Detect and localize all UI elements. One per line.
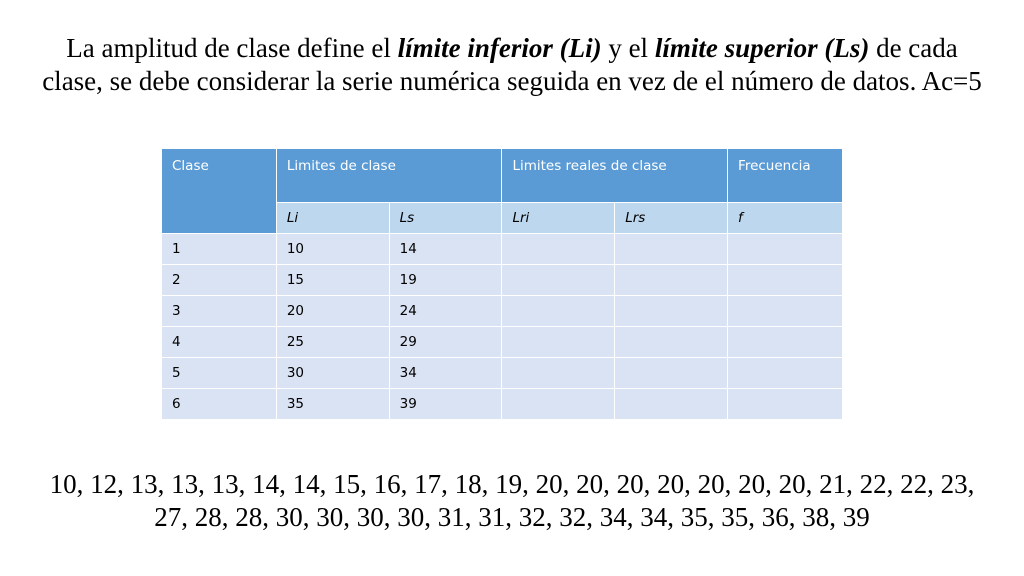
cell-lri — [502, 327, 615, 358]
cell-lrs — [615, 358, 728, 389]
cell-lrs — [615, 327, 728, 358]
cell-f — [728, 265, 843, 296]
table-row — [162, 358, 843, 389]
header-limites-de-clase: Limites de clase — [276, 149, 502, 203]
table-header-row — [162, 149, 843, 203]
table-row — [162, 389, 843, 420]
cell-clase: 4 — [162, 327, 277, 358]
cell-ls: 39 — [389, 389, 502, 420]
subheader-f: f — [728, 202, 843, 233]
subheader-li: Li — [276, 202, 389, 233]
cell-f — [728, 234, 843, 265]
cell-li: 35 — [276, 389, 389, 420]
cell-li: 30 — [276, 358, 389, 389]
table-row — [162, 327, 843, 358]
cell-lrs — [615, 296, 728, 327]
cell-clase: 1 — [162, 234, 277, 265]
cell-f — [728, 296, 843, 327]
slide-title — [40, 32, 984, 98]
title-text-2: y el — [601, 33, 655, 63]
frequency-table — [161, 148, 843, 420]
table-row — [162, 296, 843, 327]
cell-lri — [502, 358, 615, 389]
subheader-lri: Lri — [502, 202, 615, 233]
cell-ls: 34 — [389, 358, 502, 389]
cell-li: 10 — [276, 234, 389, 265]
cell-clase: 5 — [162, 358, 277, 389]
title-bold-upper-limit: límite superior (Ls) — [654, 33, 870, 63]
table-row — [162, 234, 843, 265]
cell-li: 20 — [276, 296, 389, 327]
cell-lri — [502, 234, 615, 265]
title-text-1: La amplitud de clase define el — [66, 33, 398, 63]
cell-li: 25 — [276, 327, 389, 358]
table-row — [162, 265, 843, 296]
cell-clase: 6 — [162, 389, 277, 420]
subheader-lrs: Lrs — [615, 202, 728, 233]
cell-ls: 29 — [389, 327, 502, 358]
header-clase: Clase — [162, 149, 277, 234]
title-text-3: de cada clase, se debe considerar la serie numérica seguida en vez de el número de datos. Ac=5 — [42, 33, 982, 96]
header-frecuencia: Frecuencia — [728, 149, 843, 203]
cell-lrs — [615, 265, 728, 296]
cell-lri — [502, 265, 615, 296]
cell-ls: 19 — [389, 265, 502, 296]
cell-ls: 14 — [389, 234, 502, 265]
title-bold-lower-limit: límite inferior (Li) — [397, 33, 602, 63]
cell-lrs — [615, 234, 728, 265]
header-limites-reales: Limites reales de clase — [502, 149, 728, 203]
cell-li: 15 — [276, 265, 389, 296]
cell-ls: 24 — [389, 296, 502, 327]
cell-f — [728, 389, 843, 420]
data-series-text: 10, 12, 13, 13, 13, 14, 14, 15, 16, 17, 18, 19, 20, 20, 20, 20, 20, 20, 20, 21, 22, 22, 23, 27, 28, 28, 30, 30, 30, 30, 31, 31, 32, 32, 34, 34, 35, 35, 36, 38, 39 — [49, 469, 975, 532]
cell-lri — [502, 296, 615, 327]
subheader-ls: Ls — [389, 202, 502, 233]
cell-f — [728, 358, 843, 389]
cell-clase: 3 — [162, 296, 277, 327]
cell-clase: 2 — [162, 265, 277, 296]
cell-f — [728, 327, 843, 358]
cell-lrs — [615, 389, 728, 420]
cell-lri — [502, 389, 615, 420]
